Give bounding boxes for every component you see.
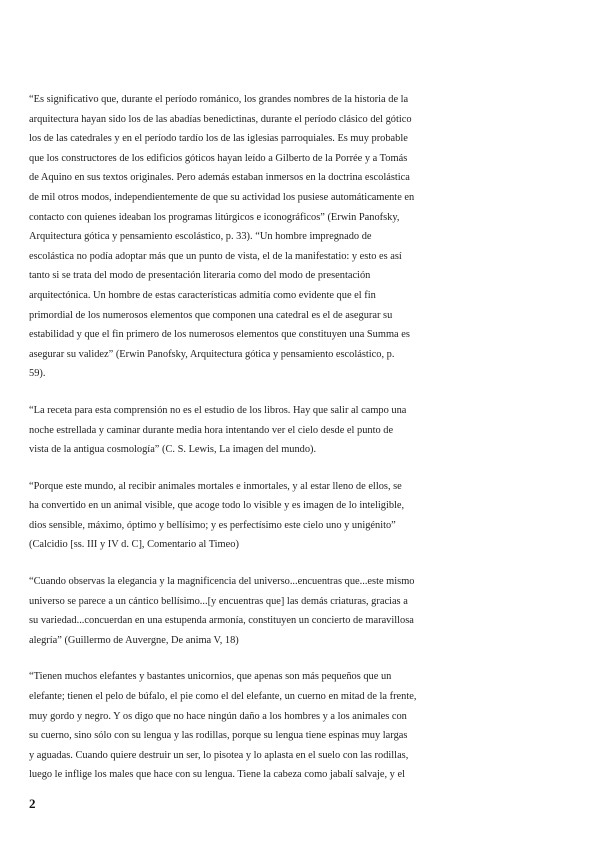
text-line: contacto con quienes ideaban los programas litúrgicos e iconográficos” (Erwin Panofsky, (29, 211, 400, 223)
text-line: de mil otros modos, independientemente de que su actividad los pusiese automáticamente en (29, 191, 415, 203)
text-line: arquitectónica. Un hombre de estas características admitía como evidente que el fin (29, 289, 376, 301)
text-line: muy gordo y negro. Y os digo que no hace ningún daño a los hombres y a los animales con (29, 710, 407, 722)
quote-guillermo-paragraph (29, 572, 429, 650)
text-line: primordial de los numerosos elementos que componen una catedral es el de asegurar su (29, 309, 393, 321)
text-line: “Es significativo que, durante el período románico, los grandes nombres de la historia de la (29, 94, 409, 105)
text-line: elefante; tienen el pelo de búfalo, el pie como el del elefante, un cuerno en mitad de la frente, (29, 691, 417, 703)
text-line: su cuerno, sino sólo con su lengua y las rodillas, porque su lengua tiene espinas muy largas (29, 730, 408, 742)
text-line: luego le inflige los males que hace con su lengua. Tiene la cabeza como jabalí salvaje, y el (29, 769, 405, 781)
quote-lewis-paragraph (29, 401, 429, 460)
text-line: ha convertido en un animal visible, que acoge todo lo visible y es imagen de lo inteligible, (29, 500, 405, 512)
quote-unicornios-paragraph (29, 667, 429, 785)
text-line: vista de la antigua cosmología” (C. S. Lewis, La imagen del mundo). (29, 444, 317, 456)
text-line: los de las catedrales y en el período tardío los de las iglesias parroquiales. Es muy probable (29, 133, 408, 145)
text-line: asegurar su validez” (Erwin Panofsky, Arquitectura gótica y pensamiento escolástico, p. (29, 348, 395, 360)
text-line: noche estrellada y caminar durante media hora intentando ver el cielo desde el punto de (29, 424, 394, 436)
text-line: “Cuando observas la elegancia y la magnificencia del universo...encuentras que...este mismo (29, 576, 415, 588)
quote-panofsky-paragraph (29, 90, 429, 384)
text-line: “Tienen muchos elefantes y bastantes unicornios, que apenas son más pequeños que un (29, 671, 392, 683)
text-line: su variedad...concuerdan en una estupenda armonía, constituyen un concierto de maravillosa (29, 615, 414, 627)
text-line: “La receta para esta comprensión no es el estudio de los libros. Hay que salir al campo una (29, 404, 407, 416)
text-line: Arquitectura gótica y pensamiento escolástico, p. 33). “Un hombre impregnado de (29, 231, 372, 243)
text-line: (Calcidio [ss. III y IV d. C], Comentario al Timeo) (29, 539, 239, 551)
text-line: alegría” (Guillermo de Auvergne, De anima V, 18) (29, 634, 239, 646)
page-number: 2 (29, 796, 36, 811)
body-text (29, 90, 429, 802)
text-line: escolástica no podía adoptar más que un punto de vista, el de la manifestatio: y esto es así (29, 250, 402, 262)
text-line: de Aquino en sus textos originales. Pero además estaban inmersos en la doctrina escolástica (29, 172, 410, 184)
text-line: que los constructores de los edificios góticos hayan leído a Gilberto de la Porrée y a Tomás (29, 152, 408, 164)
text-line: arquitectura hayan sido los de las abadías benedictinas, durante el período clásico del gótico (29, 113, 412, 125)
text-line: y aguadas. Cuando quiere destruir un ser, lo pisotea y lo aplasta en el suelo con las rodillas, (29, 749, 409, 761)
text-line: “Porque este mundo, al recibir animales mortales e inmortales, y al estar lleno de ellos, se (29, 480, 402, 492)
text-line: dios sensible, máximo, óptimo y bellísimo; y es perfectísimo este cielo uno y unigénito” (29, 519, 396, 531)
text-line: 59). (29, 368, 46, 380)
text-line: tanto si se trata del modo de presentación literaria como del modo de presentación (29, 270, 371, 282)
text-line: universo se parece a un cántico bellísimo...[y encuentras que] las demás criaturas, gracias a (29, 595, 408, 607)
text-line: estabilidad y que el fin primero de los numerosos elementos que constituyen una Summa es (29, 329, 410, 341)
quote-calcidio-paragraph (29, 477, 429, 555)
